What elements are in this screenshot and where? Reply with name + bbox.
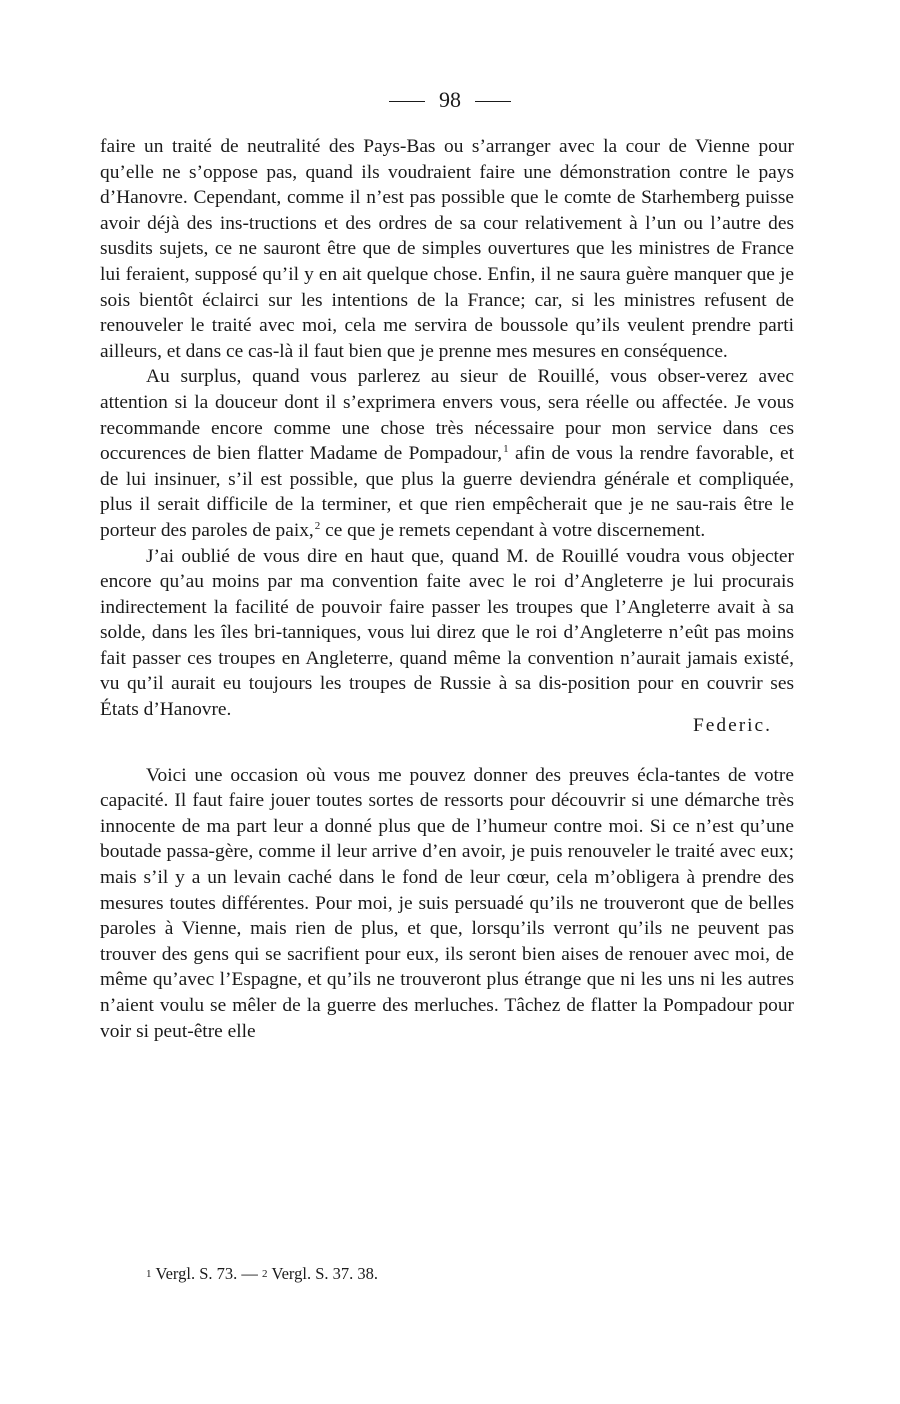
page-number-dash-left <box>389 101 425 102</box>
footnote-marker: 2 <box>314 519 321 532</box>
footnote-text: Vergl. S. 73. <box>155 1264 238 1283</box>
footnotes <box>146 1262 796 1286</box>
body-text <box>100 134 794 1044</box>
footnote-number: 2 <box>262 1268 268 1280</box>
footnote <box>146 1264 237 1283</box>
page-number-dash-right <box>475 101 511 102</box>
text-run: ce que je remets cependant à votre discernement. <box>320 519 706 541</box>
footnote <box>262 1264 378 1283</box>
paragraph-1 <box>100 134 794 364</box>
footnote-number: 1 <box>146 1268 152 1280</box>
footnote-separator: — <box>237 1264 262 1283</box>
text-run: J’ai oublié de vous dire en haut que, quand M. de Rouillé voudra vous objecter encore qu’au moins par ma convention faite avec le roi d’Angleterre je lui procurais indirectement la facilité de pouvoir faire passer les troupes que l’Angleterre avait à sa solde, dans les îles bri-tanniques, vous lui direz que le roi d’Angleterre n’eût pas moins fait passer ces troupes en Angleterre, quand même la convention n’aurait jamais existé, vu qu’il aurait eu toujours les troupes de Russie à sa dis-position pour en couvrir ses États d’Hanovre. <box>100 545 794 721</box>
footnote-marker: 1 <box>503 443 509 456</box>
page-number <box>0 86 900 114</box>
text-run: faire un traité de neutralité des Pays-Bas ou s’arranger avec la cour de Vienne pour qu’elle ne s’oppose pas, quand ils voudraient faire une démonstration contre le pays d’Hanovre. Cependant, comme il n’est pas possible que le comte de Starhemberg puisse avoir déjà des ins-tructions et des ordres de sa cour relativement à l’un ou l’autre des susdits sujets, ce ne sauront être que de simples ouvertures que les ministres de France lui feraient, supposé qu’il y en ait quelque chose. Enfin, il ne saura guère manquer que je sois bientôt éclairci sur les intentions de la France; car, si les ministres refusent de renouveler le traité avec moi, cela me servira de boussole qu’ils veulent prendre parti ailleurs, et dans ce cas-là il faut bien que je prenne mes mesures en conséquence. <box>100 136 794 362</box>
signature: Federic. <box>693 715 772 737</box>
paragraph-3 <box>100 544 794 737</box>
page-number-text: 98 <box>439 87 461 112</box>
paragraph-4: Voici une occasion où vous me pouvez donner des preuves écla-tantes de votre capacité. Il faut faire jouer toutes sortes de ressorts pour découvrir si une démarche très innocente de ma part leur a donné plus que de l’humeur contre moi. Si ce n’est qu’une boutade passa-gère, comme il leur arrive d’en avoir, je puis renouveler le traité avec eux; mais s’il y a un levain caché dans le fond de leur cœur, cela m’obligera à prendre des mesures toutes différentes. Pour moi, je suis persuadé qu’ils ne trouveront que de belles paroles à Vienne, mais rien de plus, et que, lorsqu’ils verront qu’ils ne peuvent pas trouver des gens qui se sacrifient pour eux, ils seront bien aises de renouer avec moi, de même qu’avec l’Espagne, et qu’ils ne trouveront plus étrange que ni les uns ni les autres n’aient voulu se mêler de la guerre des merluches. Tâchez de flatter la Pompadour pour voir si peut-être elle <box>100 764 794 1042</box>
footnote-text: Vergl. S. 37. 38. <box>271 1264 378 1283</box>
text-run: Au surplus, quand vous parlerez au sieur de Rouillé, vous obser-verez avec attention si la douceur dont il s’exprimera envers vous, sera réelle ou affectée. Je vous recommande encore comme une chose très nécessaire pour mon service dans ces occurences de bien flatter Madame de Pompadour, <box>100 366 794 465</box>
text-run: afin de vous la rendre favorable, et de lui insinuer, s’il est possible, que plus la guerre deviendra générale et compliquée, plus il serait difficile de la terminer, et que rien empêcherait que je ne sau-rais être le porteur des paroles de paix, <box>100 443 794 541</box>
paragraph-2 <box>100 364 794 543</box>
